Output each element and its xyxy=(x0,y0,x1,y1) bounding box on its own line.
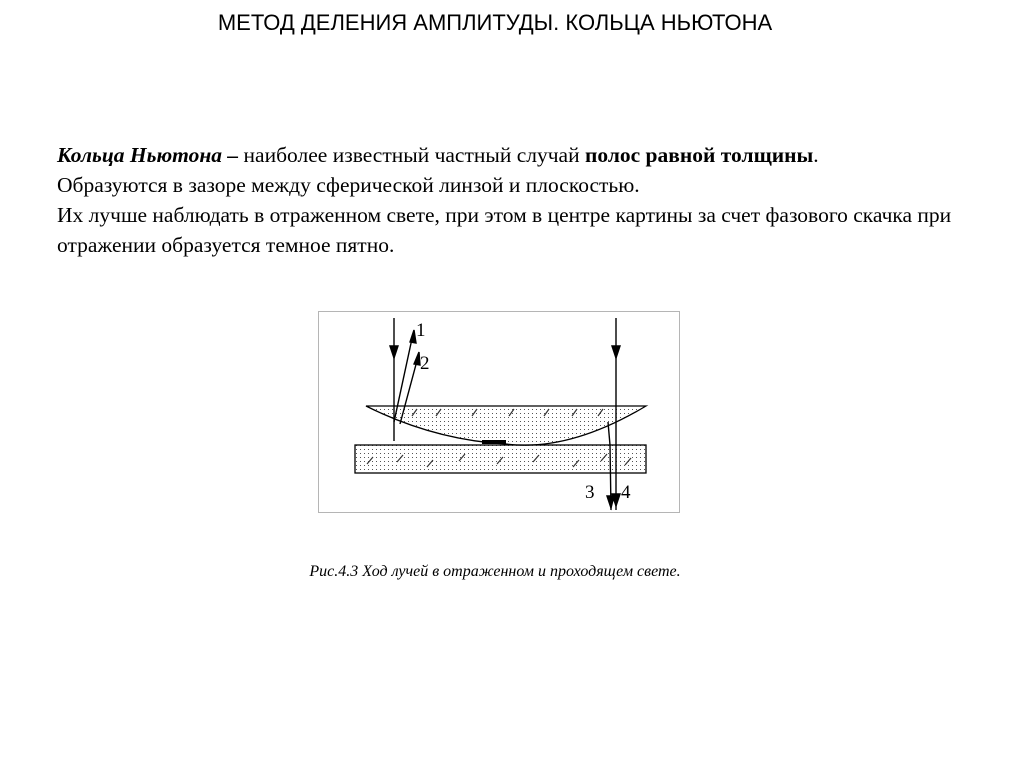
paragraph-formation: Образуются в зазоре между сферической линзой и плоскостью. xyxy=(57,173,640,197)
slide-title: МЕТОД ДЕЛЕНИЯ АМПЛИТУДЫ. КОЛЬЦА НЬЮТОНА xyxy=(217,10,773,35)
ray-label-4: 4 xyxy=(621,482,631,503)
contact-dark-spot xyxy=(482,440,506,444)
ray-label-3: 3 xyxy=(585,482,595,503)
ray-label-1: 1 xyxy=(416,320,426,341)
definition-text: наиболее известный частный случай xyxy=(238,143,585,167)
term-newton-rings: Кольца Ньютона – xyxy=(57,143,239,167)
figure-diagram xyxy=(319,312,679,512)
figure-newton-rings xyxy=(318,311,680,513)
figure-caption: Рис.4.3 Ход лучей в отраженном и проходящем свете. xyxy=(309,563,681,580)
term-equal-thickness-fringes: полос равной толщины xyxy=(584,143,814,167)
lens xyxy=(366,406,646,445)
definition-end: . xyxy=(813,143,819,167)
paragraph-observation: Их лучше наблюдать в отраженном свете, при этом в центре картины за счет фазового скачка при отражении образуется темное пятно. xyxy=(57,203,952,257)
body-text xyxy=(57,140,987,260)
ray-label-2: 2 xyxy=(420,353,430,374)
paragraph-definition xyxy=(57,140,987,170)
